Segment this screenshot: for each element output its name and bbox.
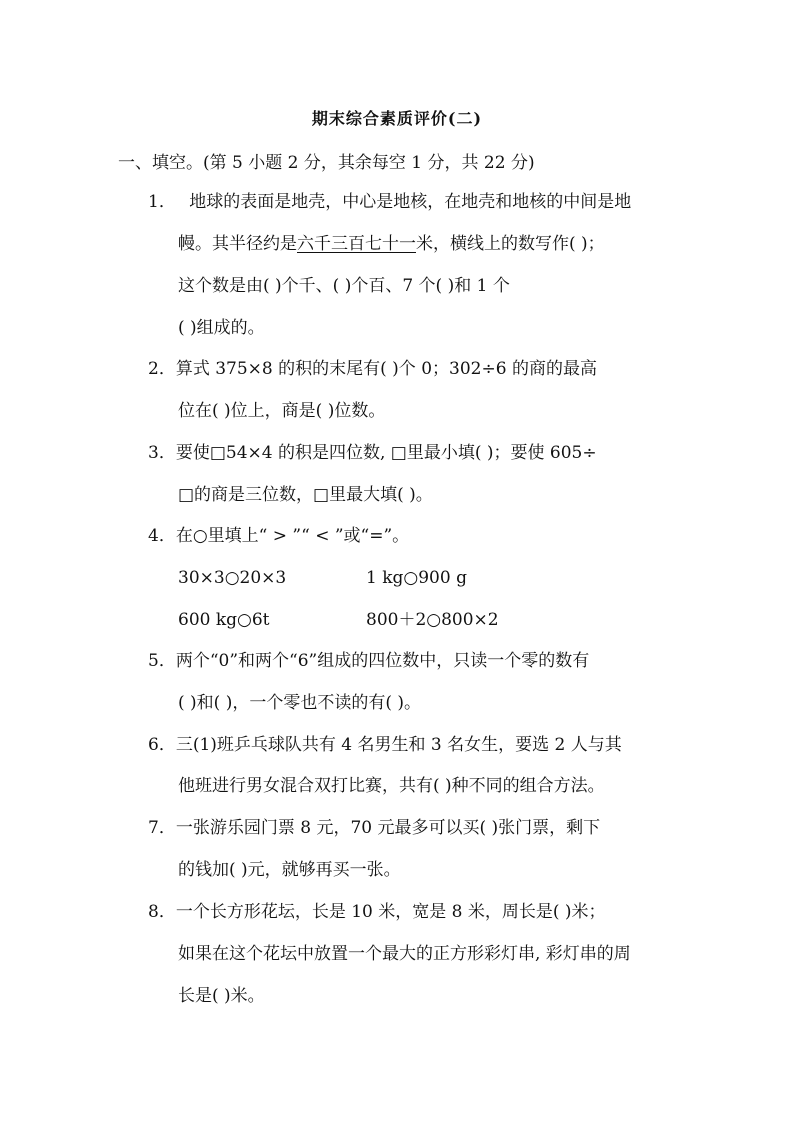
question-6-number: 6． <box>148 735 176 755</box>
question-5-text-1: 两个“0”和两个“6”组成的四位数中，只读一个零的数有 <box>175 651 590 671</box>
question-4-line-1 <box>148 524 409 548</box>
question-3-number: 3． <box>148 443 176 463</box>
question-1-text-2b: 米，横线上的数写作( )； <box>416 234 605 254</box>
question-4-item-4: 800＋2○800×2 <box>366 610 499 630</box>
question-8-line-2: 如果在这个花坛中放置一个最大的正方形彩灯串, 彩灯串的周 <box>178 944 631 964</box>
question-7-number: 7． <box>148 818 176 838</box>
question-3-line-1 <box>148 441 597 465</box>
question-5-line-1 <box>148 649 589 673</box>
question-2-line-2: 位在( )位上，商是( )位数。 <box>178 401 386 421</box>
question-4-item-1: 30×3○20×3 <box>178 568 287 588</box>
question-1-underlined-number: 六千三百七十一 <box>297 234 416 254</box>
question-1-number: 1． <box>148 192 176 212</box>
question-3-line-2: □的商是三位数，□里最大填( )。 <box>178 485 433 505</box>
question-8-text-1: 一个长方形花坛，长是 10 米，宽是 8 米，周长是( )米； <box>175 902 606 922</box>
question-5-line-2: ( )和( )，一个零也不读的有( )。 <box>178 693 422 713</box>
question-4-text-1: 在○里填上“ > ”“ < ”或“=”。 <box>175 526 410 546</box>
question-1-line-3: 这个数是由( )个千、( )个百、7 个( )和 1 个 <box>178 276 510 296</box>
question-4-item-3: 600 kg○6t <box>178 610 270 630</box>
question-2-text-1: 算式 375×8 的积的末尾有( )个 0；302÷6 的商的最高 <box>175 359 597 379</box>
question-4-number: 4． <box>148 526 176 546</box>
question-1-line-4: ( )组成的。 <box>178 318 265 338</box>
question-1-text-1: 地球的表面是地壳，中心是地核，在地壳和地核的中间是地 <box>189 192 632 212</box>
section-header: 一、填空。(第 5 小题 2 分，其余每空 1 分，共 22 分) <box>118 153 535 173</box>
question-5-number: 5． <box>148 651 176 671</box>
question-8-number: 8． <box>148 902 176 922</box>
question-1-line-1 <box>148 190 631 214</box>
page-title: 期末综合素质评价(二) <box>311 109 483 128</box>
question-1-line-2 <box>178 232 605 256</box>
question-4-item-2: 1 kg○900 g <box>366 568 467 588</box>
question-6-text-1: 三(1)班乒乓球队共有 4 名男生和 3 名女生，要选 2 人与其 <box>175 735 622 755</box>
question-2-line-1 <box>148 357 597 381</box>
question-7-text-1: 一张游乐园门票 8 元，70 元最多可以买( )张门票，剩下 <box>175 818 601 838</box>
question-7-line-2: 的钱加( )元，就够再买一张。 <box>178 860 401 880</box>
question-7-line-1 <box>148 816 600 840</box>
question-1-text-2a: 幔。其半径约是 <box>178 234 297 254</box>
question-6-line-2: 他班进行男女混合双打比赛，共有( )种不同的组合方法。 <box>178 776 605 796</box>
question-6-line-1 <box>148 733 622 757</box>
question-8-line-1 <box>148 900 606 924</box>
question-8-line-3: 长是( )米。 <box>178 986 265 1006</box>
question-2-number: 2． <box>148 359 176 379</box>
question-3-text-1: 要使□54×4 的积是四位数, □里最小填( )；要使 605÷ <box>175 443 597 463</box>
